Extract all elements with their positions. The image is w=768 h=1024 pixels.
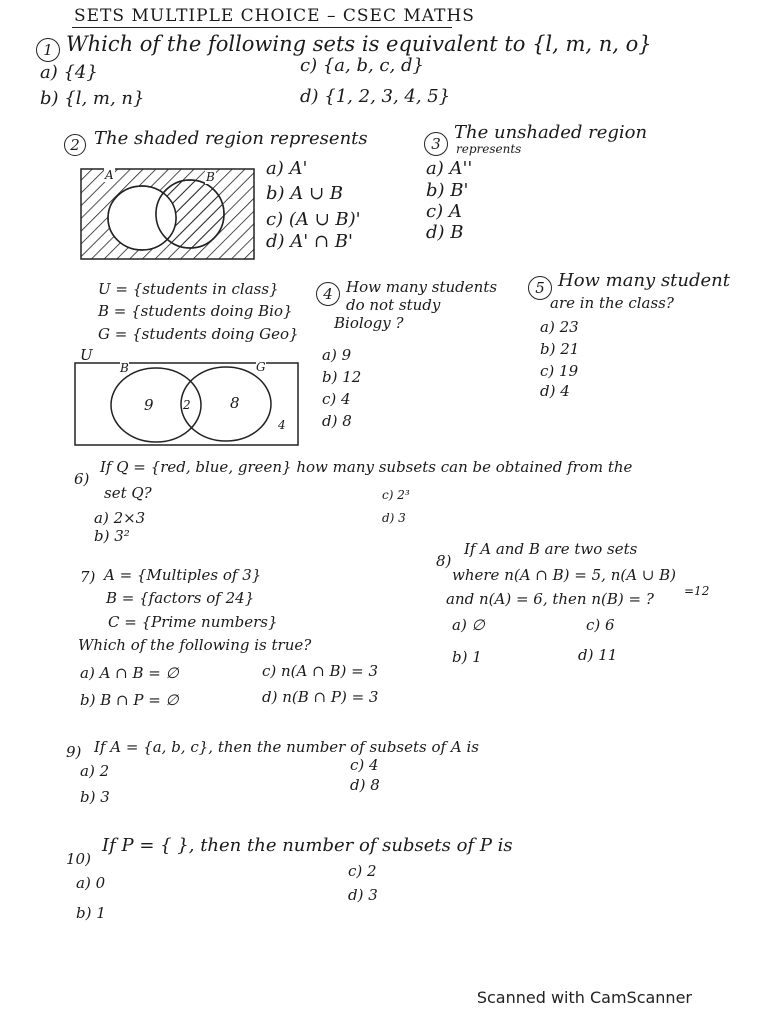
q5-option-d: d) 4 xyxy=(540,382,570,400)
page-title: SETS MULTIPLE CHOICE – CSEC MATHS xyxy=(74,6,475,26)
q7-option-c: c) n(A ∩ B) = 3 xyxy=(262,662,378,680)
q4-option-d: d) 8 xyxy=(322,412,352,430)
q6-option-d: d) 3 xyxy=(382,511,406,525)
q5-option-b: b) 21 xyxy=(540,340,580,358)
question-8-text-line1: If A and B are two sets xyxy=(464,540,638,558)
q1-option-d: d) {1, 2, 3, 4, 5} xyxy=(300,86,451,107)
question-8-note: =12 xyxy=(684,584,710,598)
q3-option-a: a) A'' xyxy=(426,158,473,179)
q10-option-c: c) 2 xyxy=(348,862,377,880)
q7-option-b: b) B ∩ P = ∅ xyxy=(80,691,179,709)
venn-q4-label-b: B xyxy=(120,361,129,375)
scanner-watermark: Scanned with CamScanner xyxy=(476,988,692,1007)
question-number-2: 2 xyxy=(64,134,86,156)
q8-option-c: c) 6 xyxy=(586,616,615,634)
q3-option-c: c) A xyxy=(426,201,462,222)
q8-option-a: a) ∅ xyxy=(452,616,485,634)
venn-region-both: 2 xyxy=(183,398,191,412)
question-6-text-line1: If Q = {red, blue, green} how many subsets can be obtained from the xyxy=(100,458,633,476)
q1-option-c: c) {a, b, c, d} xyxy=(300,55,424,76)
question-number-1: 1 xyxy=(36,38,60,62)
question-4-text-line2: do not study xyxy=(346,296,441,314)
question-4-text-line3: Biology ? xyxy=(334,314,404,332)
venn-q2-label-b: B xyxy=(206,170,215,184)
question-number-8: 8) xyxy=(436,552,452,570)
q2-option-a: a) A' xyxy=(266,158,308,179)
q6-option-b: b) 3² xyxy=(94,527,130,545)
question-8-text-line2: where n(A ∩ B) = 5, n(A ∪ B) xyxy=(452,566,677,584)
question-number-9: 9) xyxy=(66,743,82,761)
q9-option-b: b) 3 xyxy=(80,788,110,806)
question-2-text: The shaded region represents xyxy=(94,128,368,149)
q3-option-b: b) B' xyxy=(426,180,469,201)
question-4-text-line1: How many students xyxy=(346,278,498,296)
title-underline xyxy=(72,27,452,28)
question-number-6: 6) xyxy=(74,470,90,488)
set-c-definition: C = {Prime numbers} xyxy=(108,613,278,631)
q6-option-a: a) 2×3 xyxy=(94,509,146,527)
q9-option-a: a) 2 xyxy=(80,762,110,780)
q1-option-a: a) {4} xyxy=(40,62,98,83)
q7-option-a: a) A ∩ B = ∅ xyxy=(80,664,179,682)
q2-option-d: d) A' ∩ B' xyxy=(266,231,353,252)
question-number-4: 4 xyxy=(316,282,340,306)
question-5-text-line2: are in the class? xyxy=(550,294,674,312)
venn-region-outside: 4 xyxy=(278,418,286,432)
q9-option-d: d) 8 xyxy=(350,776,380,794)
venn-q2-label-a: A xyxy=(105,168,114,182)
question-number-7: 7) xyxy=(80,568,96,586)
venn-q4-label-u: U xyxy=(80,346,93,364)
question-number-5: 5 xyxy=(528,276,552,300)
question-9-text: If A = {a, b, c}, then the number of subsets of A is xyxy=(94,738,479,756)
question-3-text-line1: The unshaded region xyxy=(454,122,648,143)
q10-option-d: d) 3 xyxy=(348,886,378,904)
question-8-text-line3: and n(A) = 6, then n(B) = ? xyxy=(446,590,654,608)
q2-option-b: b) A ∪ B xyxy=(266,183,344,204)
q3-option-d: d) B xyxy=(426,222,464,243)
q8-option-d: d) 11 xyxy=(578,646,618,664)
set-b-definition: B = {students doing Bio} xyxy=(98,302,293,320)
venn-region-b-only: 9 xyxy=(144,396,154,414)
question-3-text-line2: represents xyxy=(456,142,522,156)
question-1-text: Which of the following sets is equivalent to {l, m, n, o} xyxy=(66,32,652,56)
q9-option-c: c) 4 xyxy=(350,756,379,774)
question-6-text-line2: set Q? xyxy=(104,484,152,502)
set-u-definition: U = {students in class} xyxy=(98,280,279,298)
question-10-text: If P = { }, then the number of subsets of P is xyxy=(102,835,513,856)
question-5-text-line1: How many student xyxy=(558,270,731,291)
set-g-definition: G = {students doing Geo} xyxy=(98,325,299,343)
q4-option-a: a) 9 xyxy=(322,346,352,364)
question-number-3: 3 xyxy=(424,132,448,156)
q10-option-a: a) 0 xyxy=(76,874,106,892)
q4-option-c: c) 4 xyxy=(322,390,351,408)
q7-option-d: d) n(B ∩ P) = 3 xyxy=(262,688,379,706)
q5-option-c: c) 19 xyxy=(540,362,579,380)
q10-option-b: b) 1 xyxy=(76,904,106,922)
q1-option-b: b) {l, m, n} xyxy=(40,88,145,109)
set-a-definition: A = {Multiples of 3} xyxy=(104,566,262,584)
q6-option-c: c) 2³ xyxy=(382,488,410,502)
q2-option-c: c) (A ∪ B)' xyxy=(266,209,361,230)
venn-region-g-only: 8 xyxy=(230,394,240,412)
question-number-10: 10) xyxy=(66,850,91,868)
q5-option-a: a) 23 xyxy=(540,318,579,336)
q8-option-b: b) 1 xyxy=(452,648,482,666)
set-b-definition-q7: B = {factors of 24} xyxy=(106,589,255,607)
q4-option-b: b) 12 xyxy=(322,368,362,386)
question-7-text: Which of the following is true? xyxy=(78,636,312,654)
venn-q4-label-g: G xyxy=(256,360,266,374)
